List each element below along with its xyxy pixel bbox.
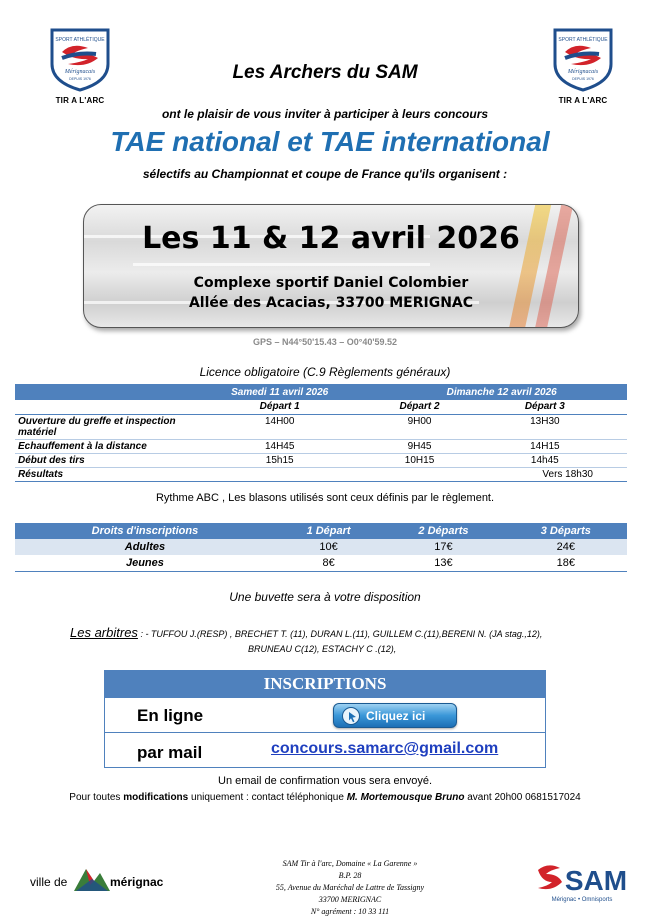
buvette-note: Une buvette sera à votre disposition — [229, 590, 421, 604]
table-row — [15, 539, 627, 555]
cursor-arrow-icon — [342, 707, 360, 725]
fees-table — [15, 523, 627, 572]
table-cell — [183, 467, 376, 481]
schedule-table — [15, 384, 627, 482]
row-label: Résultats — [15, 467, 183, 481]
table-cell: 13H30 — [463, 414, 627, 439]
table-row — [15, 414, 627, 439]
logo-caption: TIR A L'ARC — [558, 96, 608, 105]
email-link[interactable]: concours.samarc@gmail.com — [271, 740, 499, 757]
inscriptions-box — [104, 670, 546, 768]
depart-header: Départ 1 — [183, 400, 376, 414]
address-line: 55, Avenue du Maréchal de Lattre de Tassigny — [275, 883, 425, 892]
table-cell: 14h45 — [463, 453, 627, 467]
venue-line-1: Complexe sportif Daniel Colombier — [193, 275, 469, 291]
online-row — [105, 697, 545, 732]
row-label: Jeunes — [15, 555, 275, 571]
arbitres-label: Les arbitres — [70, 625, 138, 640]
invite-text: ont le plaisir de vous inviter à participer à leurs concours — [161, 107, 489, 121]
ville-text: ville de — [30, 875, 68, 889]
schedule-days-row — [15, 384, 627, 400]
page-title: Les Archers du SAM — [232, 62, 418, 83]
row-label: Début des tirs — [15, 453, 183, 467]
modif-text: Pour toutes — [69, 792, 121, 803]
rythme-note: Rythme ABC , Les blasons utilisés sont ceux définis par le règlement. — [155, 492, 495, 504]
online-label: En ligne — [137, 706, 204, 725]
event-date: Les 11 & 12 avril 2026 — [142, 221, 520, 256]
sam-omnisports-logo — [532, 862, 632, 906]
svg-text:DEPUIS 1976: DEPUIS 1976 — [69, 77, 91, 81]
row-label: Echauffement à la distance — [15, 439, 183, 453]
table-cell: 8€ — [275, 555, 382, 571]
day2-header: Dimanche 12 avril 2026 — [376, 384, 627, 400]
register-online-label: Cliquez ici — [366, 709, 426, 723]
fees-header: 1 Départ — [275, 523, 382, 539]
table-cell: 18€ — [505, 555, 627, 571]
mail-row — [105, 732, 545, 767]
table-cell: 14H45 — [183, 439, 376, 453]
date-banner — [83, 204, 579, 328]
address-line: SAM Tir à l'arc, Domaine « La Garenne » — [282, 859, 418, 868]
confirmation-note: Un email de confirmation vous sera envoyé. — [218, 775, 432, 787]
fees-header: 2 Départs — [382, 523, 504, 539]
address-line: N° agrément : 10 33 111 — [310, 907, 390, 916]
modif-text: avant 20h00 0681517024 — [467, 792, 581, 803]
table-cell: 9H00 — [376, 414, 462, 439]
svg-text:Mérignacais: Mérignacais — [567, 69, 599, 75]
address-line: B.P. 28 — [338, 871, 362, 880]
ville-name: mérignac — [110, 875, 164, 889]
table-cell: 14H00 — [183, 414, 376, 439]
empty-header — [15, 400, 183, 414]
arbitres-line-1 — [70, 625, 610, 642]
contact-name: M. Mortemousque Bruno — [346, 792, 465, 803]
banner-streak — [133, 263, 429, 266]
depart-header: Départ 2 — [376, 400, 462, 414]
register-online-button[interactable] — [333, 703, 457, 728]
svg-text:SPORT ATHLÉTIQUE: SPORT ATHLÉTIQUE — [558, 37, 608, 43]
modification-note — [0, 792, 650, 803]
logo-caption: TIR A L'ARC — [55, 96, 105, 105]
table-cell: 24€ — [505, 539, 627, 555]
table-cell — [376, 467, 462, 481]
table-cell: Vers 18h30 — [463, 467, 627, 481]
svg-text:Mérignacais: Mérignacais — [64, 69, 96, 75]
empty-header — [15, 384, 183, 400]
gps-coordinates: GPS – N44°50'15.43 – O0°40'59.52 — [252, 337, 398, 347]
day1-header: Samedi 11 avril 2026 — [183, 384, 376, 400]
table-row — [15, 555, 627, 571]
address-line: 33700 MERIGNAC — [318, 895, 382, 904]
arbitres-block — [70, 625, 610, 657]
club-address — [240, 858, 460, 918]
table-cell: 13€ — [382, 555, 504, 571]
mail-label: par mail — [137, 743, 203, 762]
inscriptions-title: INSCRIPTIONS — [105, 671, 545, 697]
schedule-departs-row — [15, 400, 627, 414]
fees-header: Droits d'inscriptions — [15, 523, 275, 539]
table-cell: 14H15 — [463, 439, 627, 453]
sam-logo-icon — [532, 862, 632, 898]
arbitres-list: : - TUFFOU J.(RESP) , BRECHET T. (11), DURAN L.(11), GUILLEM C.(11),BERENI N. (JA stag.,12), — [140, 629, 543, 639]
table-cell: 9H45 — [376, 439, 462, 453]
selectifs-text: sélectifs au Championnat et coupe de France qu'ils organisent : — [142, 167, 508, 181]
arbitres-line-2: BRUNEAU C(12), ESTACHY C .(12), — [248, 644, 397, 654]
competition-title: TAE national et TAE international — [110, 126, 550, 157]
table-cell: 17€ — [382, 539, 504, 555]
table-cell: 10€ — [275, 539, 382, 555]
svg-text:SAM: SAM — [564, 865, 628, 896]
event-venue — [84, 273, 578, 313]
table-row — [15, 453, 627, 467]
svg-text:SPORT ATHLÉTIQUE: SPORT ATHLÉTIQUE — [55, 37, 105, 43]
fees-header-row — [15, 523, 627, 539]
depart-header: Départ 3 — [463, 400, 627, 414]
table-row — [15, 439, 627, 453]
row-label: Adultes — [15, 539, 275, 555]
table-cell: 10H15 — [376, 453, 462, 467]
sam-caption: Mérignac • Omnisports — [551, 897, 613, 903]
modif-bold: modifications — [123, 792, 189, 803]
modif-text: uniquement : contact téléphonique — [191, 792, 344, 803]
licence-note: Licence obligatoire (C.9 Règlements généraux) — [199, 365, 451, 379]
row-label: Ouverture du greffe et inspection matériel — [15, 414, 183, 439]
table-row — [15, 467, 627, 481]
ville-merignac-logo — [30, 858, 200, 898]
table-cell: 15h15 — [183, 453, 376, 467]
fees-header: 3 Départs — [505, 523, 627, 539]
merignac-mountain-icon — [72, 861, 112, 895]
svg-text:DEPUIS 1976: DEPUIS 1976 — [572, 77, 594, 81]
venue-line-2: Allée des Acacias, 33700 MERIGNAC — [188, 295, 474, 311]
